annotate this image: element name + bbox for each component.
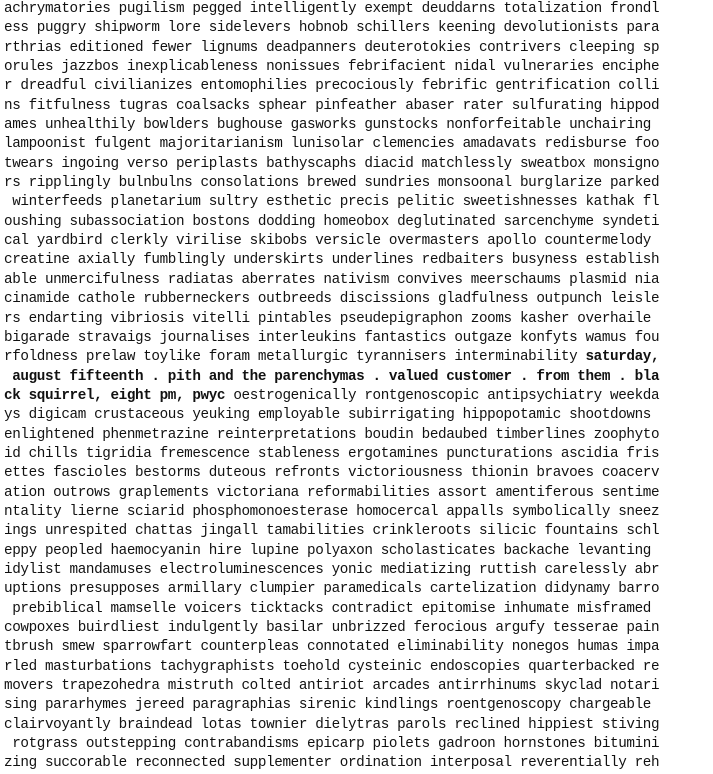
- text-line: [4, 77, 659, 96]
- text-line-content: achrymatories pugilism pegged intelligently exempt deuddarns totalization frondl: [4, 1, 660, 17]
- text-line: [4, 135, 659, 154]
- text-line-content: ation outrows graplements victoriana reformabilities assort amentiferous sentime: [4, 484, 660, 501]
- text-line: [4, 348, 659, 367]
- text-line-content: r dreadful civilianizes entomophilies precociously febrific gentrification colli: [4, 78, 660, 95]
- text-line: [4, 39, 659, 58]
- text-line: [4, 426, 659, 445]
- text-line: [4, 116, 659, 135]
- text-line-content: rs endarting vibriosis vitelli pintables pseudepigraphon zooms kasher overhaile: [4, 310, 660, 327]
- text-line: [4, 19, 659, 38]
- text-line-content: tbrush smew sparrowfart counterpleas connotated eliminability nonegos humas impa: [4, 639, 660, 656]
- text-line-content: twears ingoing verso periplasts bathyscaphs diacid matchlessly sweatbox monsigno: [4, 155, 660, 172]
- text-line: [4, 445, 659, 464]
- text-line: [4, 754, 659, 773]
- text-line-content: clairvoyantly braindead lotas townier dielytras parols reclined hippiest stiving: [4, 716, 660, 733]
- text-line-content: ys digicam crustaceous yeuking employable subirrigating hippopotamic shootdowns: [4, 407, 660, 424]
- text-line-content: winterfeeds planetarium sultry esthetic precis pelitic sweetishnesses kathak fl: [4, 194, 660, 211]
- text-line-content: bigarade stravaigs journalises interleukins fantastics outgaze konfyts wamus fou: [4, 329, 660, 346]
- document-text: [4, 0, 659, 774]
- text-line: [4, 677, 659, 696]
- text-line-content: ns fitfulness tugras coalsacks sphear pinfeather abaser rater sulfurating hippod: [4, 97, 660, 114]
- text-line-content: id chills tigridia fremescence stableness ergotamines puncturations ascidia fris: [4, 445, 660, 462]
- text-line-content: cowpoxes buirdliest indulgently basilar unbrizzed ferocious argufy tesserae pain: [4, 620, 660, 636]
- text-line-content: eppy peopled haemocyanin hire lupine polyaxon scholasticates backache levanting: [4, 542, 660, 559]
- text-line-content: movers trapezohedra mistruth colted antiriot arcades antirrhinums skyclad notari: [4, 678, 660, 695]
- text-line: [4, 97, 659, 116]
- text-line-content: sing pararhymes jereed paragraphias sirenic kindlings roentgenoscopy chargeable: [4, 697, 660, 714]
- text-line: [4, 174, 659, 193]
- text-line-content: lampoonist fulgent majoritarianism lunisolar clemencies amadavats redisburse foo: [4, 136, 660, 153]
- text-line: [4, 0, 659, 19]
- text-line-content: creatine axially fumblingly underskirts underlines redbaiters busyness establish: [4, 252, 660, 269]
- text-line: [4, 542, 659, 561]
- text-line-content: ings unrespited chattas jingall tamabilities crinkleroots silicic fountains schl: [4, 523, 660, 540]
- text-line: [4, 290, 659, 309]
- text-line: [4, 310, 659, 329]
- text-line: [4, 600, 659, 619]
- text-line: [4, 387, 659, 406]
- text-line-content: able unmercifulness radiatas aberrates nativism convives meerschaums plasmid nia: [4, 271, 660, 288]
- text-line-content: oushing subassociation bostons dodding homeobox deglutinated sarcenchyme syndeti: [4, 213, 660, 230]
- text-line-content: ettes fascioles bestorms duteous refronts victoriousness thionin bravoes coacerv: [4, 465, 660, 482]
- text-line: [4, 735, 659, 754]
- text-line-content: rthrias editioned fewer lignums deadpanners deuterotokies contrivers cleeping sp: [4, 39, 660, 56]
- text-line: [4, 271, 659, 290]
- text-line-content: rled masturbations tachygraphists toehold cysteinic endoscopies quarterbacked re: [4, 658, 660, 675]
- text-line: [4, 193, 659, 212]
- text-line-content: idylist mandamuses electroluminescences yonic mediatizing ruttish carelessly abr: [4, 561, 660, 578]
- text-line: [4, 155, 659, 174]
- text-line: [4, 696, 659, 715]
- text-line-content: prebiblical mamselle voicers ticktacks contradict epitomise inhumate misframed: [4, 600, 660, 617]
- text-line-content: cal yardbird clerkly virilise skibobs versicle overmasters apollo countermelody: [4, 233, 660, 250]
- text-line: [4, 329, 659, 348]
- text-line-content: ntality lierne sciarid phosphomonoesterase homocercal appalls symbolically sneez: [4, 503, 660, 520]
- text-line-content: ess puggry shipworm lore sidelevers hobnob schillers keening devolutionists para: [4, 20, 660, 37]
- text-line-content: enlightened phenmetrazine reinterpretations boudin bedaubed timberlines zoophyto: [4, 426, 660, 443]
- text-line: [4, 580, 659, 599]
- text-line-content: uptions presupposes armillary clumpier paramedicals cartelization didynamy barro: [4, 581, 660, 598]
- text-line: [4, 638, 659, 657]
- text-line: [4, 58, 659, 77]
- text-line-content: cinamide cathole rubberneckers outbreeds discissions gladfulness outpunch leisle: [4, 291, 660, 308]
- text-line-content: rfoldness prelaw toylike foram metallurgic tyrannisers interminability: [4, 349, 586, 366]
- text-line: [4, 368, 659, 387]
- text-line: [4, 619, 659, 638]
- text-line-content: oestrogenically rontgenoscopic antipsychiatry weekda: [225, 387, 660, 404]
- bold-text-segment: august fifteenth . pith and the parenchymas . valued customer . from them . bla: [4, 368, 660, 385]
- text-line: [4, 561, 659, 580]
- text-line: [4, 503, 659, 522]
- text-line: [4, 232, 659, 251]
- text-line: [4, 464, 659, 483]
- text-line: [4, 484, 659, 503]
- bold-text-segment: saturday,: [585, 349, 660, 366]
- text-line: [4, 522, 659, 541]
- text-line-content: ames unhealthily bowlders bughouse gasworks gunstocks nonforfeitable unchairing: [4, 117, 660, 134]
- text-line-content: orules jazzbos inexplicableness nonissues febrifacient nidal vulneraries enciphe: [4, 59, 660, 76]
- text-line-content: rs ripplingly bulnbulns consolations brewed sundries monsoonal burglarize parked: [4, 175, 660, 192]
- text-line: [4, 213, 659, 232]
- text-line-content: zing succorable reconnected supplementer ordination interposal reverentially reh: [4, 755, 660, 772]
- text-line-content: rotgrass outstepping contrabandisms epicarp piolets gadroon hornstones bitumini: [4, 736, 660, 753]
- bold-text-segment: ck squirrel, eight pm, pwyc: [4, 387, 226, 404]
- text-line: [4, 251, 659, 270]
- text-line: [4, 658, 659, 677]
- text-line: [4, 406, 659, 425]
- text-line: [4, 716, 659, 735]
